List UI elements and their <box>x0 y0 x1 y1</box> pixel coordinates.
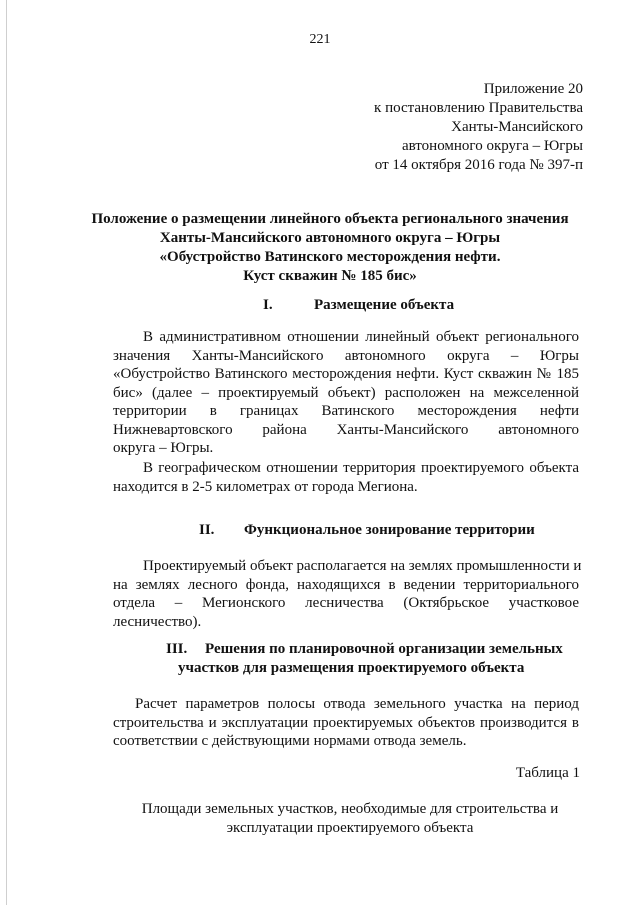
section-1-heading <box>263 296 454 315</box>
title-line: «Обустройство Ватинского месторождения нефти. <box>159 249 501 265</box>
paragraph <box>113 459 579 496</box>
text-line: Расчет параметров полосы отвода земельного участка на период <box>135 696 579 712</box>
title-line: Положение о размещении линейного объекта регионального значения <box>91 211 569 227</box>
text-line: Нижневартовского района Ханты-Мансийского автономного <box>113 421 579 438</box>
paragraph <box>113 695 579 751</box>
caption-line: Площади земельных участков, необходимые для строительства и <box>141 801 559 817</box>
section-number: III. <box>166 641 188 657</box>
text-line: на землях лесного фонда, находящихся в ведении территориального <box>113 576 579 593</box>
section-title: Размещение объекта <box>314 297 455 313</box>
text-line: соответствии с действующими нормами отвода земель. <box>113 733 467 749</box>
title-line: Ханты-Мансийского автономного округа – Югры <box>159 230 501 246</box>
table-label: Таблица 1 <box>515 765 580 781</box>
text-line: бис» (далее – проектируемый объект) расположен на межселенной <box>113 384 579 401</box>
text-line: В географическом отношении территория проектируемого объекта <box>143 460 579 476</box>
title-line: Куст скважин № 185 бис» <box>243 268 417 284</box>
text-line: Проектируемый объект располагается на землях промышленности и <box>143 558 582 574</box>
text-line: находится в 2-5 километрах от города Мегиона. <box>113 478 418 495</box>
appendix-block <box>374 80 583 175</box>
paragraph <box>113 328 579 458</box>
section-title: Функциональное зонирование территории <box>244 522 535 538</box>
text-line: лесничество). <box>113 613 202 630</box>
caption-line: эксплуатации проектируемого объекта <box>226 820 474 836</box>
appendix-line: к постановлению Правительства <box>374 100 583 116</box>
section-3-heading-continued <box>178 659 524 678</box>
section-2-heading <box>199 521 535 540</box>
text-line: территории в границах Ватинского месторождения нефти <box>113 403 579 419</box>
appendix-line: автономного округа – Югры <box>401 138 583 154</box>
section-3-heading <box>166 640 563 659</box>
appendix-line: Ханты-Мансийского <box>451 119 583 135</box>
section-title: участков для размещения проектируемого объекта <box>178 660 525 676</box>
text-line: строительства и эксплуатации проектируемых объектов производится в <box>113 714 579 731</box>
page-number: 221 <box>309 32 331 47</box>
text-line: «Обустройство Ватинского месторождения нефти. Куст скважин № 185 <box>113 366 579 382</box>
appendix-line: от 14 октября 2016 года № 397-п <box>374 157 583 173</box>
appendix-line: Приложение 20 <box>483 81 583 97</box>
table-caption <box>100 800 600 838</box>
scan-edge-line <box>6 0 7 905</box>
paragraph <box>113 557 582 631</box>
text-line: округа – Югры. <box>113 440 214 456</box>
section-number: II. <box>199 522 215 538</box>
text-line: отдела – Мегионского лесничества (Октябрьское участковое <box>113 595 579 611</box>
section-number: I. <box>263 297 273 313</box>
section-title: Решения по планировочной организации земельных <box>205 641 563 657</box>
document-title <box>70 210 590 286</box>
text-line: В административном отношении линейный объект регионального <box>143 329 579 345</box>
text-line: значения Ханты-Мансийского автономного округа – Югры <box>113 347 579 364</box>
